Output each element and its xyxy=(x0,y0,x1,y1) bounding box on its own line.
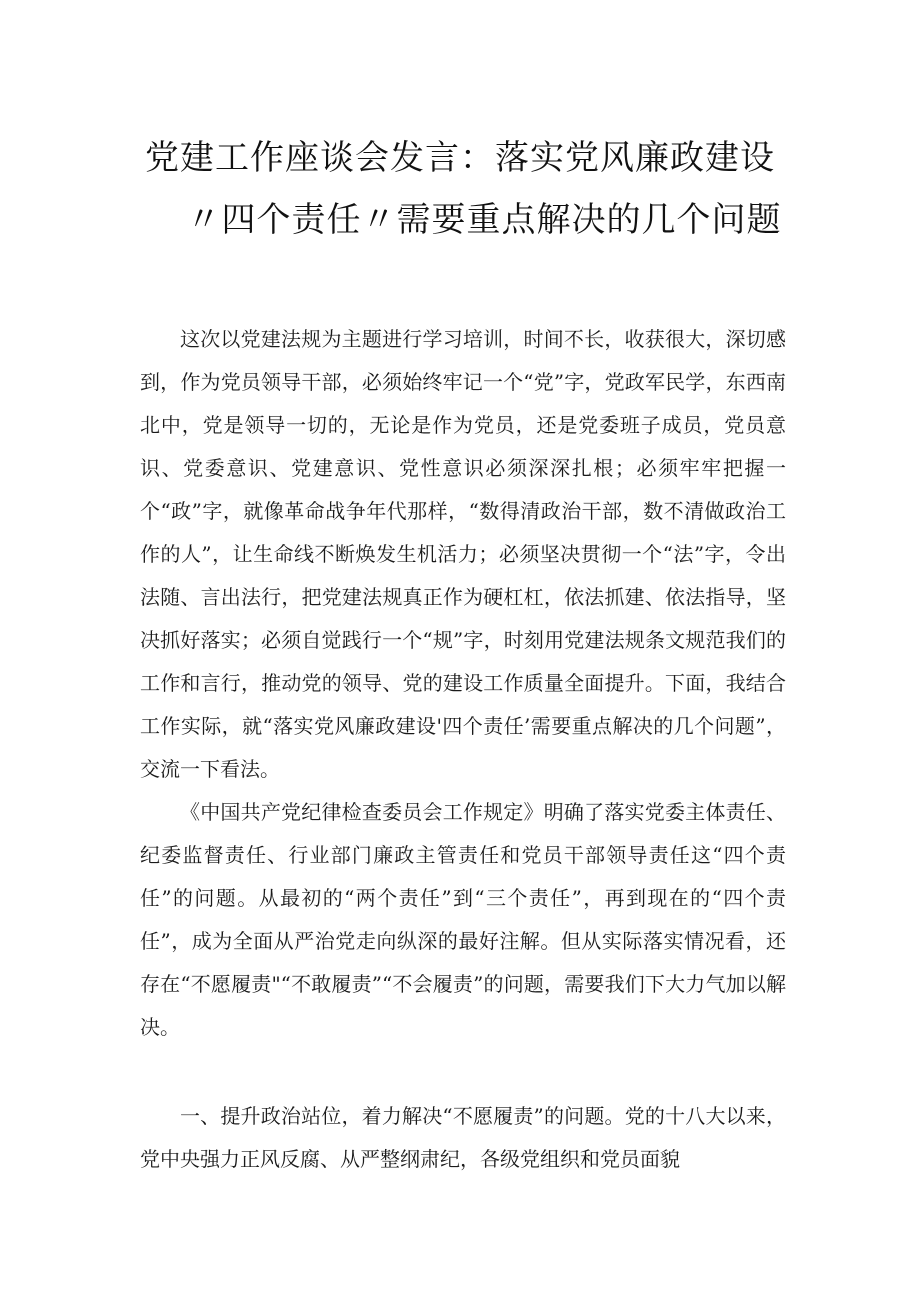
document-title-line-2: 〃四个责任〃需要重点解决的几个问题 xyxy=(186,200,782,240)
document-body xyxy=(140,318,786,1181)
paragraph-intro: 这次以党建法规为主题进行学习培训，时间不长，收获很大，深切感到，作为党员领导干部，必须始终牢记一个“党”字，党政军民学，东西南北中，党是领导一切的，无论是作为党员，还是党委班子成员，党员意识、党委意识、党建意识、党性意识必须深深扎根；必须牢牢把握一个“政”字，就像革命战争年代那样，“数得清政治干部，数不清做政治工作的人”，让生命线不断焕发生机活力；必须坚决贯彻一个“法”字，令出法随、言出法行，把党建法规真正作为硬杠杠，依法抓建、依法指导，坚决抓好落实；必须自觉践行一个“规”字，时刻用党建法规条文规范我们的工作和言行，推动党的领导、党的建设工作质量全面提升。下面，我结合工作实际，就“落实党风廉政建设'四个责任’需要重点解决的几个问题”，交流一下看法。 xyxy=(140,327,786,781)
paragraph-regulation: 《中国共产党纪律检查委员会工作规定》明确了落实党委主体责任、纪委监督责任、行业部门廉政主管责任和党员干部领导责任这“四个责任”的问题。从最初的“两个责任”到“三个责任”，再到现在的“四个责任”，成为全面从严治党走向纵深的最好注解。但从实际落实情况看，还存在“不愿履责"“不敢履责”“不会履责”的问题，需要我们下大力气加以解决。 xyxy=(140,800,786,1039)
document-title-line-1: 党建工作座谈会发言：落实党风廉政建设 xyxy=(145,138,775,178)
paragraph-section-one: 一、提升政治站位，着力解决“不愿履责”的问题。党的十八大以来，党中央强力正风反腐、从严整纲肃纪，各级党组织和党员面貌 xyxy=(140,1104,786,1171)
